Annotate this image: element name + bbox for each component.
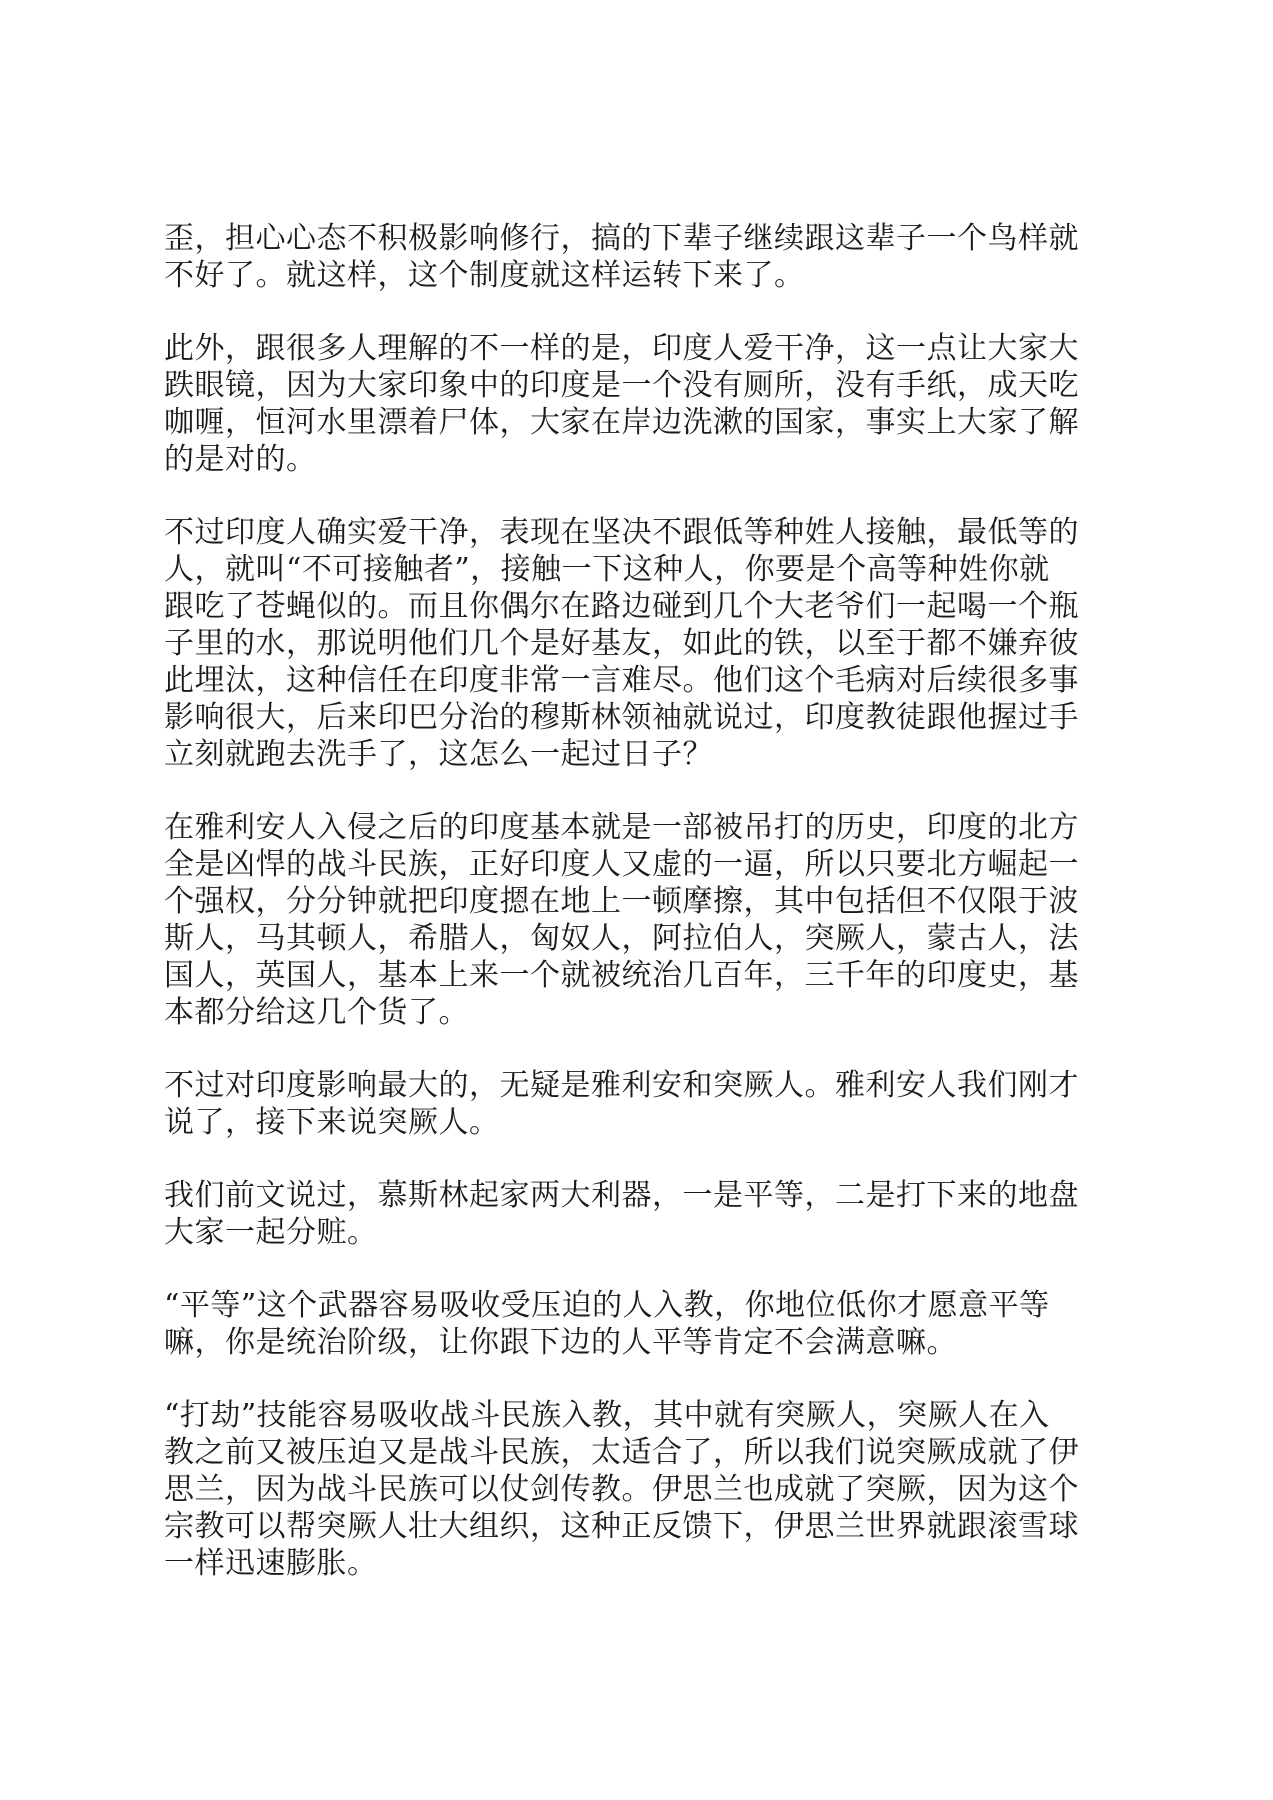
text-line: 影响很大，后来印巴分治的穆斯林领袖就说过，印度教徒跟他握过手 [164,700,1079,735]
paragraph-2 [164,330,1110,478]
text-line: 跟吃了苍蝇似的。而且你偶尔在路边碰到几个大老爷们一起喝一个瓶 [164,589,1079,624]
text-line: “平等”这个武器容易吸收受压迫的人入教，你地位低你才愿意平等 [164,1288,1050,1323]
paragraph-1 [164,220,1110,294]
text-line: “打劫”技能容易吸收战斗民族入教，其中就有突厥人，突厥人在入 [164,1398,1050,1433]
paragraph-5 [164,1067,1110,1141]
text-line: 在雅利安人入侵之后的印度基本就是一部被吊打的历史，印度的北方 [164,810,1079,845]
paragraph-7 [164,1287,1110,1361]
text-line: 国人，英国人，基本上来一个就被统治几百年，三千年的印度史，基 [164,958,1079,993]
paragraph-4 [164,809,1110,1031]
text-line: 此外，跟很多人理解的不一样的是，印度人爱干净，这一点让大家大 [164,331,1079,366]
text-line: 不过印度人确实爱干净，表现在坚决不跟低等种姓人接触，最低等的 [164,515,1079,550]
text-line: 歪，担心心态不积极影响修行，搞的下辈子继续跟这辈子一个鸟样就 [164,221,1079,256]
text-line: 此埋汰，这种信任在印度非常一言难尽。他们这个毛病对后续很多事 [164,663,1079,698]
text-line: 大家一起分赃。 [164,1215,378,1250]
text-line: 教之前又被压迫又是战斗民族，太适合了，所以我们说突厥成就了伊 [164,1435,1079,1470]
text-line: 不过对印度影响最大的，无疑是雅利安和突厥人。雅利安人我们刚才 [164,1068,1079,1103]
text-line: 嘛，你是统治阶级，让你跟下边的人平等肯定不会满意嘛。 [164,1325,957,1360]
text-line: 我们前文说过，慕斯林起家两大利器，一是平等，二是打下来的地盘 [164,1178,1079,1213]
text-line: 思兰，因为战斗民族可以仗剑传教。伊思兰也成就了突厥，因为这个 [164,1472,1079,1507]
text-line: 全是凶悍的战斗民族，正好印度人又虚的一逼，所以只要北方崛起一 [164,847,1079,882]
text-line: 本都分给这几个货了。 [164,995,469,1030]
paragraph-8 [164,1397,1110,1582]
document-body [164,220,1110,1618]
text-line: 子里的水，那说明他们几个是好基友，如此的铁，以至于都不嫌弃彼 [164,626,1079,661]
text-line: 不好了。就这样，这个制度就这样运转下来了。 [164,258,805,293]
text-line: 一样迅速膨胀。 [164,1546,378,1581]
text-line: 个强权，分分钟就把印度摁在地上一顿摩擦，其中包括但不仅限于波 [164,884,1079,919]
text-line: 人，就叫“不可接触者”，接触一下这种人，你要是个高等种姓你就 [164,552,1050,587]
paragraph-6 [164,1177,1110,1251]
paragraph-3 [164,514,1110,773]
text-line: 说了，接下来说突厥人。 [164,1105,500,1140]
text-line: 咖喱，恒河水里漂着尸体，大家在岸边洗漱的国家，事实上大家了解 [164,405,1079,440]
text-line: 的是对的。 [164,442,317,477]
text-line: 立刻就跑去洗手了，这怎么一起过日子？ [164,737,713,772]
text-line: 跌眼镜，因为大家印象中的印度是一个没有厕所，没有手纸，成天吃 [164,368,1079,403]
text-line: 宗教可以帮突厥人壮大组织，这种正反馈下，伊思兰世界就跟滚雪球 [164,1509,1079,1544]
text-line: 斯人，马其顿人，希腊人，匈奴人，阿拉伯人，突厥人，蒙古人，法 [164,921,1079,956]
